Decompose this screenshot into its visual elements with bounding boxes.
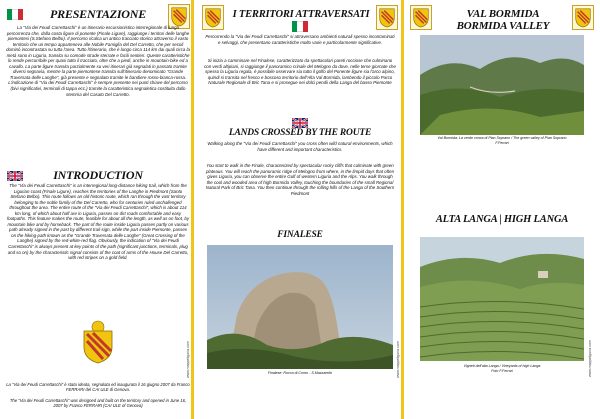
italian-flag-icon [292, 21, 308, 32]
alta-langa-caption: Vigneti dell'alta Langa / Vineyards of high Langa [463, 364, 541, 368]
finalese-photo [207, 245, 393, 369]
del-carretto-crest-icon [410, 5, 432, 30]
finalese-caption: Finalese: Rocca di Corno - S.Mazzarello [267, 371, 333, 375]
footer-text-it: La "Via dei Feudi Carrettaschi" è stata ideata, segnalata ed inaugurata il 16 giugno 2007 da Franco FERRARI del CAI ULE di Genova. [6, 382, 190, 392]
uk-flag-icon [7, 171, 23, 181]
footer-text-en: The "Via dei Feudi Carrettaschi" was designed and built on the territory and opened in June 16, 2007 by Franco FERRARI (CAI ULE of Genova) [9, 398, 187, 408]
territori-title: I TERRITORI ATTRAVERSATI [232, 9, 370, 20]
side-url-text: www.mappeliguria.com [186, 341, 190, 379]
panel-territori [196, 1, 404, 418]
lands-crossed-text-1: Walking along the "Via dei Feudi Carrettaschi" you cross often wild natural environments, which have different and important characteristics. [207, 141, 393, 152]
del-carretto-crest-icon [80, 319, 116, 365]
bormida-valley-title: BORMIDA VALLEY [456, 20, 550, 32]
finalese-title: FINALESE [277, 230, 323, 240]
presentazione-title: PRESENTAZIONE [49, 7, 147, 21]
val-bormida-photo [420, 35, 584, 135]
panel-valli [404, 1, 600, 418]
del-carretto-crest-icon [376, 5, 398, 30]
side-url-text: www.mappeliguria.com [588, 340, 592, 378]
uk-flag-icon [292, 118, 308, 128]
territori-text-1: Percorrendo la "Via dei Feudi Carrettaschi" si attraversano ambienti naturali spesso incontaminati e selvaggi, che presentano caratteristiche molto varie e particolarmente significative. [205, 34, 395, 45]
presentazione-text: La "Via dei Feudi Carrettaschi" è un itinerario escursionistico interregionale di lunga percorrenza che, dalla costa ligure di ponente (Finale Ligure), raggiunge i territori delle langhe piemontesi (S.Stefano Belbo). Il percorso ricalca un antico tracciato storico attraverso il vasto territorio che un tempo apparteneva alle Nobile Famiglia del Del Carretto, che per secoli dominò incontrastata su tutta l'area. Tutto l'itinerario, che è lungo circa 114 km dai quali circa la metà sono in Liguria, transita su comode strade sterrate e facili sentieri. Queste caratteristiche lo rende percorribile per quasi tutto il tracciato, oltre che a piedi, anche in mountain-bike ed a cavallo. La parte ligure transita parzialmente su veri itinerari già segnalati in passato tramite diversi segnavia, mentre la parte piemontese transita sull'itinerario denominato "Grande Traversata delle Langhe", già presente e segnalato tramite le bandiere rosso-bianca-rossa. L'indicazione di "Via dei Feudi Carrettaschi" è sempre presente nei punti chiave del percorso (bivi significativi, terminali di tappa ecc.) tramite la caratteristica segnaletica costituita dallo stemma del Casato Del Carretto. [6, 25, 190, 97]
italian-flag-icon [7, 9, 23, 20]
panel-presentazione [0, 1, 196, 418]
introduction-title: INTRODUCTION [53, 168, 143, 182]
lands-crossed-text-2: You start to walk in the Finale, characterized by spectacular rocky cliffs that culminate with green plateaus. You will reach the panoramic ridge of Melogno from where, in the limpid days that often gives Liguria, you can observe the entire Gulf of western Liguria and the Alps. You walk through the cool and wooded area of high Bormida Valley, touching the boundaries of the small Regional Natural Park of Bric Tana. You then continue through the rolling hills of the Langa of the Southern Piedmont [205, 163, 395, 196]
alta-langa-photo [420, 237, 584, 361]
val-bormida-caption-credit: F.Ferrari [495, 141, 509, 145]
alta-langa-caption-credit: Foto F.Ferrari [491, 369, 513, 373]
val-bormida-title: VAL BORMIDA [466, 8, 540, 20]
introduction-text: The "Via dei Feudi Carrettaschi" is an interregional long-distance hiking trail, which from the Ligurian coast (Finale Ligure), reaches the territories of the Langhe in Piedmont (Santo Stefano Belbo). This route follows an old historic route, which ran through the vast territory belonging to the noble family of the Del Carretto, who for centuries ruled unchallenged throughout the area. The entire route of the "Via dei Feudi Carrettaschi", which is about 114 km long, of which about half are in Liguria, passes on dirt roads comfortable and easy footpaths. This feature makes the route, feasible for about all the length, as well as on foot, by mountain bike and by horseback. The part of the route inside Liguria passes partly on various path already signed in the past by different trail-sign, while the part inside Piemonte, passes on the hiking-path known as the "Grande Traversata delle Langhe" (Great Crossing of the Langhe) signed by the red-white-red flag. Obviously, the indication of "Via dei Feudi Carrettaschi" is always present at key points of the path (significant junctions, terminals, plug and so on) by the characteristic signal consists of the coat of arms of the House Del Carretto, with red stripes on a gold field. [6, 183, 190, 261]
del-carretto-crest-icon [572, 5, 594, 30]
alta-langa-title: ALTA LANGA | HIGH LANGA [435, 214, 569, 225]
val-bormida-caption: Val Bormida: La verde conca di Pian Soprano / The green valley of Pian Soprano [437, 136, 567, 140]
territori-text-2: Si inizia a camminare nel Finalese, caratterizzato da spettacolari pareti rocciose che culminano con verdi altipiani, si raggiunge il panoramico crinale del Melogno da dove, nelle terse giornate che spesso la Liguria regala, è possibile osservare sia tutto il golfo del Ponente ligure sia l'arco alpino, quindi si transita nel fresco e boscoso territorio dell'Alta Val Bormida, lambendo il piccolo Parco Naturale Regionale di Bric Tana e si prosegue nei dolci pendii della Langa del basso Piemonte [204, 58, 396, 86]
del-carretto-crest-icon [202, 5, 224, 30]
lands-crossed-title: LANDS CROSSED BY THE ROUTE [228, 128, 372, 138]
side-url-text: www.mappeliguria.com [396, 341, 400, 379]
